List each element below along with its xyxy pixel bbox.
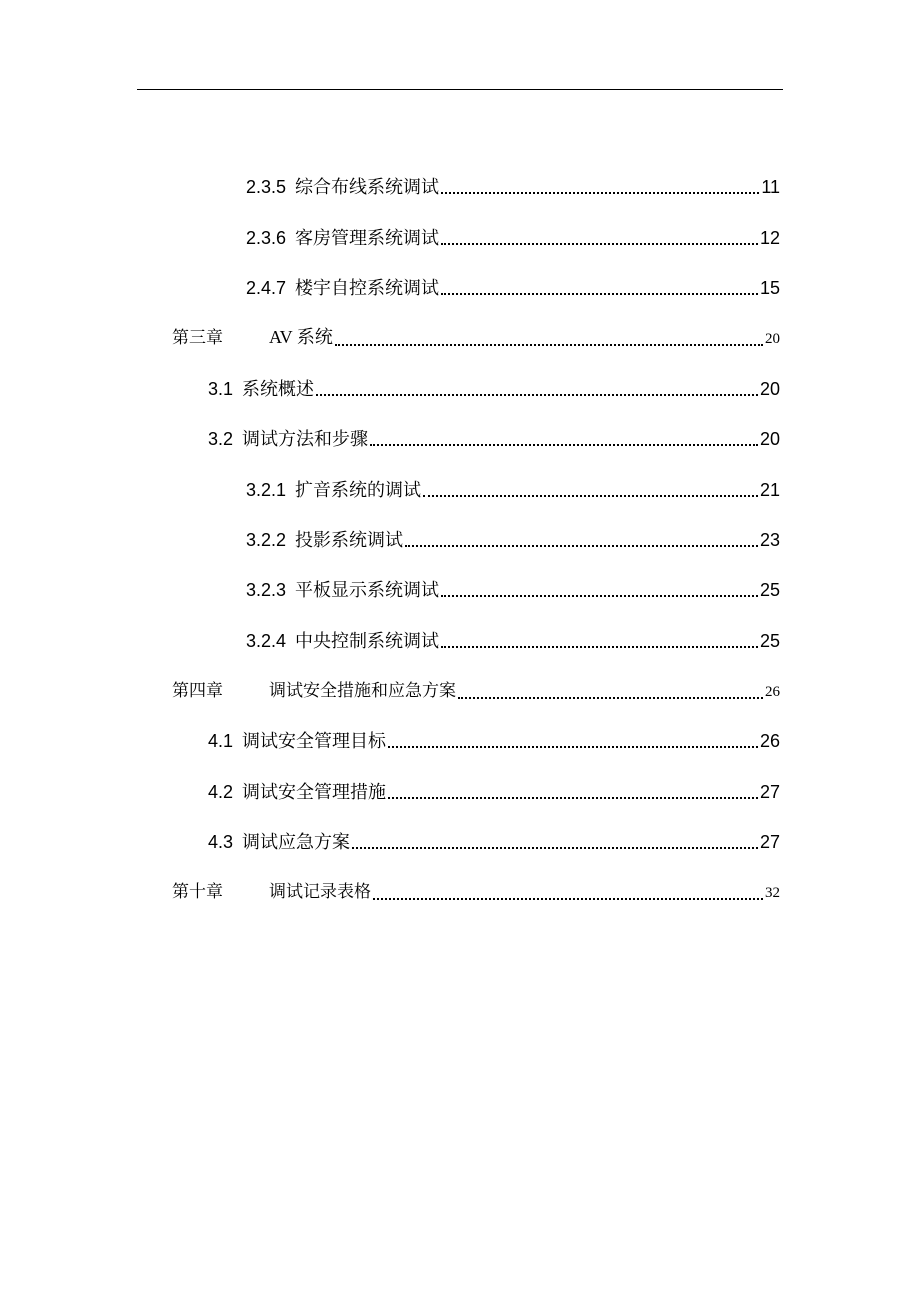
- toc-entry[interactable]: [0, 716, 920, 766]
- dot-leader: [441, 293, 758, 295]
- dot-leader: [373, 898, 763, 900]
- toc-chapter-entry[interactable]: [0, 867, 920, 917]
- toc-entry-title: 客房管理系统调试: [295, 227, 440, 248]
- dot-leader: [388, 746, 758, 748]
- toc-entry[interactable]: [0, 565, 920, 615]
- dot-leader: [388, 797, 758, 799]
- toc-entry-page: 27: [759, 832, 780, 853]
- dot-leader: [441, 646, 758, 648]
- dot-leader: [441, 243, 758, 245]
- toc-entry[interactable]: [0, 464, 920, 514]
- dot-leader: [335, 344, 763, 346]
- toc-entry[interactable]: [0, 212, 920, 262]
- toc-entry-page: 20: [765, 331, 780, 348]
- toc-entry-title: 综合布线系统调试: [295, 177, 440, 198]
- toc-entry-page: 32: [765, 885, 780, 902]
- toc-entry[interactable]: [0, 817, 920, 867]
- table-of-contents: [0, 162, 920, 918]
- toc-entry-number: 2.3.5: [246, 177, 287, 198]
- toc-chapter-title: AV 系统: [269, 327, 333, 348]
- dot-leader: [316, 394, 758, 396]
- toc-entry-number: 3.2.4: [246, 630, 287, 651]
- dot-leader: [370, 444, 758, 446]
- toc-entry-number: 3.2.2: [246, 529, 287, 550]
- toc-entry[interactable]: [0, 364, 920, 414]
- toc-entry[interactable]: [0, 515, 920, 565]
- dot-leader: [352, 847, 758, 849]
- toc-entry-number: 4.2: [208, 781, 234, 802]
- toc-entry-page: 23: [759, 529, 780, 550]
- toc-entry[interactable]: [0, 767, 920, 817]
- toc-entry-title: 投影系统调试: [295, 529, 404, 550]
- dot-leader: [441, 192, 759, 194]
- toc-entry-title: 扩音系统的调试: [295, 479, 422, 500]
- toc-entry-number: 3.2.1: [246, 479, 287, 500]
- toc-chapter-title: 调试记录表格: [269, 882, 371, 903]
- toc-entry-page: 15: [759, 277, 780, 298]
- toc-entry-number: 4.1: [208, 731, 234, 752]
- toc-entry-number: 3.1: [208, 378, 234, 399]
- toc-entry-page: 12: [759, 227, 780, 248]
- toc-entry-number: 2.3.6: [246, 227, 287, 248]
- toc-entry-page: 20: [759, 378, 780, 399]
- toc-entry-page: 25: [759, 580, 780, 601]
- dot-leader: [441, 595, 758, 597]
- toc-entry-page: 26: [759, 731, 780, 752]
- toc-chapter-entry[interactable]: [0, 313, 920, 363]
- toc-entry-page: 11: [761, 177, 780, 198]
- toc-entry[interactable]: [0, 616, 920, 666]
- toc-entry-number: 4.3: [208, 832, 234, 853]
- toc-entry-page: 20: [759, 429, 780, 450]
- header-rule: [137, 89, 783, 90]
- toc-entry-title: 调试方法和步骤: [242, 429, 369, 450]
- toc-entry-number: 2.4.7: [246, 277, 287, 298]
- toc-entry-page: 21: [759, 479, 780, 500]
- dot-leader: [405, 545, 758, 547]
- toc-entry-title: 系统概述: [242, 378, 315, 399]
- toc-chapter-number: 第三章: [172, 328, 223, 349]
- toc-entry-title: 调试安全管理措施: [242, 781, 387, 802]
- toc-entry-title: 调试应急方案: [242, 832, 351, 853]
- toc-entry-title: 平板显示系统调试: [295, 580, 440, 601]
- toc-entry[interactable]: [0, 263, 920, 313]
- toc-chapter-title: 调试安全措施和应急方案: [269, 680, 456, 701]
- toc-entry-number: 3.2: [208, 429, 234, 450]
- toc-entry[interactable]: [0, 414, 920, 464]
- toc-chapter-number: 第十章: [172, 882, 223, 903]
- toc-entry-page: 27: [759, 781, 780, 802]
- toc-chapter-entry[interactable]: [0, 666, 920, 716]
- toc-entry[interactable]: [0, 162, 920, 212]
- dot-leader: [458, 697, 763, 699]
- toc-entry-title: 楼宇自控系统调试: [295, 277, 440, 298]
- toc-entry-page: 26: [765, 683, 780, 700]
- toc-entry-page: 25: [759, 630, 780, 651]
- toc-entry-number: 3.2.3: [246, 580, 287, 601]
- toc-chapter-number: 第四章: [172, 680, 223, 701]
- toc-entry-title: 中央控制系统调试: [295, 630, 440, 651]
- dot-leader: [423, 495, 758, 497]
- toc-entry-title: 调试安全管理目标: [242, 731, 387, 752]
